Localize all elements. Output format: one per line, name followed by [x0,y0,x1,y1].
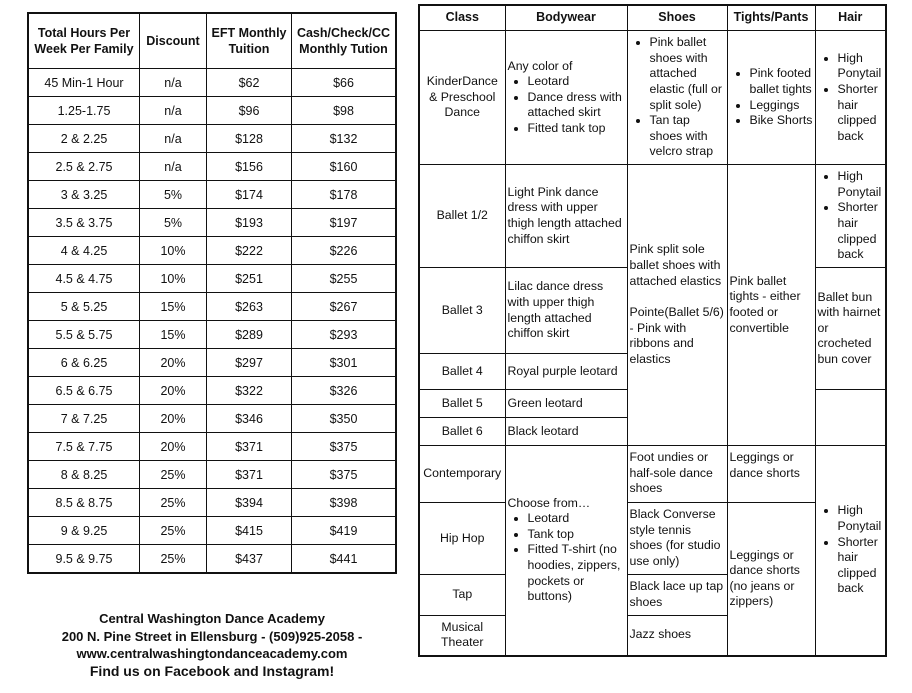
discount-cell: 20% [140,377,207,405]
discount-cell: n/a [140,153,207,181]
header-cash-tuition: Cash/Check/CC Monthly Tution [292,13,397,69]
table-row [28,237,396,265]
cash-cell: $375 [292,461,397,489]
ballet4-bodywear: Royal purple leotard [505,354,627,390]
discount-cell: n/a [140,69,207,97]
hours-cell: 4 & 4.25 [28,237,140,265]
eft-cell: $128 [207,125,292,153]
contemporary-row [419,446,886,503]
modern-hair [815,446,886,656]
kinder-hair-list [818,51,884,145]
class-ballet-5: Ballet 5 [419,390,505,418]
hours-cell: 45 Min-1 Hour [28,69,140,97]
cash-cell: $398 [292,489,397,517]
class-ballet-1-2: Ballet 1/2 [419,165,505,268]
table-row [28,349,396,377]
eft-cell: $322 [207,377,292,405]
eft-cell: $371 [207,461,292,489]
list-item: • Leotard [528,511,625,527]
table-row [28,461,396,489]
table-row [28,545,396,574]
discount-cell: 15% [140,293,207,321]
list-item: • Shorter hair clipped back [838,82,884,144]
header-discount: Discount [140,13,207,69]
kinder-hair [815,31,886,165]
dress-header-row [419,5,886,31]
cash-cell: $419 [292,517,397,545]
table-row [28,97,396,125]
header-bodywear: Bodywear [505,5,627,31]
theater-shoes: Jazz shoes [627,616,727,656]
hours-cell: 5 & 5.25 [28,293,140,321]
eft-cell: $346 [207,405,292,433]
hours-cell: 9.5 & 9.75 [28,545,140,574]
cash-cell: $160 [292,153,397,181]
cash-cell: $267 [292,293,397,321]
modern-hair-list [818,503,884,597]
eft-cell: $62 [207,69,292,97]
discount-cell: 20% [140,349,207,377]
kinder-tights-list [730,66,813,128]
cash-cell: $226 [292,237,397,265]
list-item: • Leotard [528,74,625,90]
hours-cell: 8 & 8.25 [28,461,140,489]
hours-cell: 2 & 2.25 [28,125,140,153]
kinder-tights [727,31,815,165]
cash-cell: $98 [292,97,397,125]
ballet12-hair [815,165,886,268]
table-row [28,517,396,545]
kinder-shoes-list [630,35,725,160]
eft-cell: $297 [207,349,292,377]
header-hair: Hair [815,5,886,31]
class-ballet-4: Ballet 4 [419,354,505,390]
hours-cell: 7 & 7.25 [28,405,140,433]
kinder-row [419,31,886,165]
header-eft-tuition: EFT Monthly Tuition [207,13,292,69]
discount-cell: n/a [140,97,207,125]
list-item: • Shorter hair clipped back [838,200,884,262]
modern-bodywear [505,446,627,656]
table-row [28,405,396,433]
class-ballet-3: Ballet 3 [419,268,505,354]
kinder-shoes [627,31,727,165]
list-item: • Fitted T-shirt (no hoodies, zippers, pockets or buttons) [528,542,625,604]
eft-cell: $251 [207,265,292,293]
table-row [28,433,396,461]
header-shoes: Shoes [627,5,727,31]
cash-cell: $197 [292,209,397,237]
header-total-hours: Total Hours Per Week Per Family [28,13,140,69]
table-row [28,181,396,209]
tuition-header-row [28,13,396,69]
discount-cell: 10% [140,265,207,293]
contemporary-shoes: Foot undies or half-sole dance shoes [627,446,727,503]
ballet5-bodywear: Green leotard [505,390,627,418]
class-hip-hop: Hip Hop [419,503,505,575]
discount-cell: n/a [140,125,207,153]
cash-cell: $293 [292,321,397,349]
academy-contact-footer [27,610,397,680]
list-item: • Fitted tank top [528,121,625,137]
discount-cell: 20% [140,405,207,433]
list-item: • Shorter hair clipped back [838,535,884,597]
class-musical-theater: Musical Theater [419,616,505,656]
dress-code-table [418,4,887,657]
tuition-table [27,12,397,574]
eft-cell: $156 [207,153,292,181]
hours-cell: 6 & 6.25 [28,349,140,377]
modern-bodywear-intro: Choose from… [507,495,591,510]
academy-name: Central Washington Dance Academy [99,611,325,626]
academy-website: www.centralwashingtondanceacademy.com [76,646,348,661]
academy-address: 200 N. Pine Street in Ellensburg - (509)925-2058 - [61,628,363,644]
ballet12-bodywear: Light Pink dance dress with upper thigh length attached chiffon skirt [505,165,627,268]
ballet6-bodywear: Black leotard [505,418,627,446]
eft-cell: $222 [207,237,292,265]
table-row [28,377,396,405]
table-row [28,293,396,321]
tuition-body [28,69,396,574]
ballet-tights: Pink ballet tights - either footed or convertible [727,165,815,446]
cash-cell: $132 [292,125,397,153]
ballet-shoes [627,165,727,446]
eft-cell: $263 [207,293,292,321]
modern-tights: Leggings or dance shorts (no jeans or zippers) [727,503,815,656]
list-item: • Pink ballet shoes with attached elastic (full or split sole) [650,35,725,113]
kinder-bodywear [505,31,627,165]
header-tights: Tights/Pants [727,5,815,31]
table-row [28,265,396,293]
ballet-hair-empty [815,390,886,446]
discount-cell: 15% [140,321,207,349]
class-ballet-6: Ballet 6 [419,418,505,446]
ballet12-row [419,165,886,268]
cash-cell: $441 [292,545,397,574]
eft-cell: $96 [207,97,292,125]
header-class: Class [419,5,505,31]
table-row [28,125,396,153]
cash-cell: $66 [292,69,397,97]
discount-cell: 10% [140,237,207,265]
discount-cell: 5% [140,181,207,209]
hours-cell: 1.25-1.75 [28,97,140,125]
class-kinder: KinderDance & Preschool Dance [419,31,505,165]
contemporary-tights: Leggings or dance shorts [727,446,815,503]
hours-cell: 7.5 & 7.75 [28,433,140,461]
eft-cell: $437 [207,545,292,574]
hours-cell: 6.5 & 6.75 [28,377,140,405]
cash-cell: $350 [292,405,397,433]
hours-cell: 9 & 9.25 [28,517,140,545]
pointe-shoes: Pointe(Ballet 5/6) - Pink with ribbons and elastics [629,305,724,366]
table-row [28,321,396,349]
hiphop-shoes: Black Converse style tennis shoes (for studio use only) [627,503,727,575]
tap-shoes: Black lace up tap shoes [627,575,727,616]
list-item: • Bike Shorts [750,113,813,129]
eft-cell: $415 [207,517,292,545]
eft-cell: $174 [207,181,292,209]
table-row [28,69,396,97]
discount-cell: 20% [140,433,207,461]
discount-cell: 25% [140,489,207,517]
eft-cell: $289 [207,321,292,349]
hours-cell: 3 & 3.25 [28,181,140,209]
table-row [28,489,396,517]
list-item: • High Ponytail [838,503,884,534]
ballet-hair: Ballet bun with hairnet or crocheted bun cover [815,268,886,390]
ballet3-bodywear: Lilac dance dress with upper thigh length attached chiffon skirt [505,268,627,354]
modern-bodywear-list [508,511,625,605]
discount-cell: 25% [140,517,207,545]
list-item: • Pink footed ballet tights [750,66,813,97]
ballet-split-sole-shoes: Pink split sole ballet shoes with attached elastics [629,242,722,288]
list-item: • Dance dress with attached skirt [528,90,625,121]
eft-cell: $193 [207,209,292,237]
ballet12-hair-list [818,169,884,263]
eft-cell: $371 [207,433,292,461]
hours-cell: 5.5 & 5.75 [28,321,140,349]
list-item: • High Ponytail [838,169,884,200]
list-item: • High Ponytail [838,51,884,82]
table-row [28,153,396,181]
list-item: • Tank top [528,527,625,543]
social-media-note: Find us on Facebook and Instagram! [89,662,335,679]
cash-cell: $255 [292,265,397,293]
class-tap: Tap [419,575,505,616]
hours-cell: 3.5 & 3.75 [28,209,140,237]
discount-cell: 25% [140,461,207,489]
class-contemporary: Contemporary [419,446,505,503]
kinder-bodywear-list [508,74,625,136]
table-row [28,209,396,237]
cash-cell: $301 [292,349,397,377]
list-item: • Leggings [750,98,813,114]
cash-cell: $326 [292,377,397,405]
list-item: • Tan tap shoes with velcro strap [650,113,725,160]
hours-cell: 2.5 & 2.75 [28,153,140,181]
hours-cell: 8.5 & 8.75 [28,489,140,517]
discount-cell: 25% [140,545,207,574]
discount-cell: 5% [140,209,207,237]
hours-cell: 4.5 & 4.75 [28,265,140,293]
cash-cell: $178 [292,181,397,209]
kinder-bodywear-intro: Any color of [507,58,573,73]
cash-cell: $375 [292,433,397,461]
eft-cell: $394 [207,489,292,517]
